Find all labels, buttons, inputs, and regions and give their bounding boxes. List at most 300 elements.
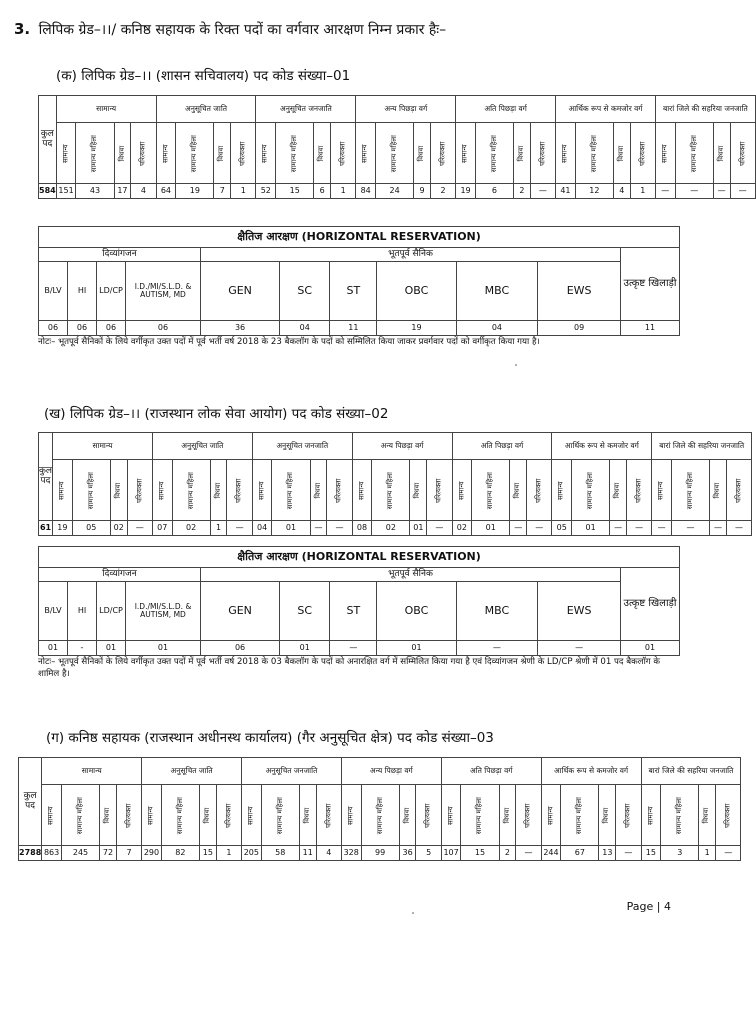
subcategory-label: सामान्य: [460, 144, 469, 163]
subcategory-label: विधवा: [117, 145, 126, 162]
post-count-cell: 05: [72, 521, 110, 536]
subcategory-header: [575, 123, 613, 184]
ex-servicemen-column-header: ST: [330, 582, 377, 641]
horizontal-reservation-title: क्षैतिज आरक्षण (HORIZONTAL RESERVATION): [39, 547, 680, 568]
post-count-cell: —: [675, 184, 713, 199]
post-count-cell: —: [530, 184, 555, 199]
subcategory-header: [61, 785, 99, 846]
horizontal-value-cell: 36: [201, 321, 280, 336]
post-count-cell: 08: [352, 521, 372, 536]
subcategory-label: सामान्य: [557, 481, 566, 500]
horizontal-value-cell: —: [330, 641, 377, 656]
post-count-cell: —: [227, 521, 252, 536]
ex-servicemen-column-header: ST: [330, 262, 377, 321]
subcategory-header: [310, 460, 327, 521]
subcategory-header: [661, 785, 699, 846]
subcategory-header: [214, 123, 231, 184]
subcategory-label: सामान्य महिला: [186, 471, 195, 510]
subcategory-label: सामान्य: [161, 144, 170, 163]
subcategory-header: [716, 785, 741, 846]
subcategory-header: [514, 123, 531, 184]
post-count-cell: 1: [210, 521, 227, 536]
post-count-cell: 01: [272, 521, 310, 536]
subcategory-label: सामान्य महिला: [286, 471, 295, 510]
subcategory-header: [452, 460, 472, 521]
post-count-cell: 82: [161, 846, 199, 861]
category-group-header: अनुसूचित जाति: [142, 758, 242, 785]
total-posts-value: 2788: [19, 846, 42, 861]
post-count-cell: —: [127, 521, 152, 536]
subcategory-header: [710, 460, 727, 521]
subcategory-header: [316, 785, 341, 846]
subcategory-header: [641, 785, 661, 846]
horizontal-value-cell: —: [538, 641, 621, 656]
category-group-header: सामान्य: [53, 433, 153, 460]
subcategory-header: [272, 460, 310, 521]
post-count-cell: 7: [116, 846, 141, 861]
subcategory-header: [361, 785, 399, 846]
post-count-cell: 290: [142, 846, 162, 861]
subcategory-header: [131, 123, 156, 184]
post-count-cell: 01: [410, 521, 427, 536]
ex-servicemen-column-header: MBC: [456, 582, 538, 641]
subcategory-header: [210, 460, 227, 521]
subcategory-label: सामान्य: [261, 144, 270, 163]
subcategory-header: [114, 123, 131, 184]
sec1-note: नोटः– भूतपूर्व सैनिकों के लिये वर्गीकृत उक्त पदों में पूर्व भर्ती वर्ष 2018 के 23 बैकलॉग के पदों को सम्मिलित किया जाकर प्रवर्गवार पदों को वर्गीकृत किया गया है।: [38, 337, 540, 347]
sports-header: उत्कृष्ट खिलाड़ी: [621, 568, 680, 641]
post-count-cell: 15: [199, 846, 216, 861]
post-count-cell: 1: [699, 846, 716, 861]
subcategory-label: परित्यक्ता: [623, 803, 632, 828]
subcategory-header: [331, 123, 356, 184]
horizontal-reservation-title: क्षैतिज आरक्षण (HORIZONTAL RESERVATION): [39, 227, 680, 248]
subcategory-label: विधवा: [402, 807, 411, 824]
subcategory-label: सामान्य महिला: [375, 796, 384, 835]
subcategory-header: [699, 785, 716, 846]
sec3-category-table: [18, 757, 741, 861]
subcategory-header: [372, 460, 410, 521]
total-posts-value: 584: [39, 184, 57, 199]
horizontal-value-cell: 04: [280, 321, 330, 336]
category-group-header: बारां जिले की सहरिया जनजाति: [652, 433, 752, 460]
post-count-cell: 4: [613, 184, 630, 199]
subcategory-header: [100, 785, 117, 846]
subcategory-header: [527, 460, 552, 521]
subcategory-header: [341, 785, 361, 846]
post-count-cell: 01: [472, 521, 510, 536]
post-count-cell: —: [610, 521, 627, 536]
subcategory-label: सामान्य महिला: [389, 134, 398, 173]
subcategory-header: [730, 123, 755, 184]
post-count-cell: 07: [152, 521, 172, 536]
subcategory-label: विधवा: [617, 145, 626, 162]
subcategory-header: [510, 460, 527, 521]
horizontal-value-cell: —: [456, 641, 538, 656]
subcategory-header: [399, 785, 416, 846]
subcategory-label: सामान्य: [660, 144, 669, 163]
subcategory-header: [256, 123, 276, 184]
subcategory-header: [572, 460, 610, 521]
category-group-header: अनुसूचित जनजाति: [242, 758, 342, 785]
subcategory-label: सामान्य: [257, 481, 266, 500]
subcategory-header: [72, 460, 110, 521]
subcategory-label: विधवा: [413, 482, 422, 499]
post-count-cell: 205: [242, 846, 262, 861]
subcategory-header: [356, 123, 376, 184]
post-count-cell: —: [626, 521, 651, 536]
horizontal-value-cell: 01: [39, 641, 68, 656]
ex-servicemen-column-header: OBC: [377, 262, 456, 321]
post-count-cell: 13: [599, 846, 616, 861]
category-group-header: अन्य पिछड़ा वर्ग: [356, 96, 456, 123]
subcategory-label: सामान्य महिला: [475, 796, 484, 835]
ex-servicemen-column-header: EWS: [538, 582, 621, 641]
subcategory-header: [472, 460, 510, 521]
sec2-category-table: [38, 432, 752, 536]
subcategory-label: सामान्य महिला: [486, 471, 495, 510]
subcategory-header: [726, 460, 751, 521]
horizontal-value-cell: 19: [377, 321, 456, 336]
total-posts-header: कुल पद: [19, 758, 42, 846]
subcategory-label: सामान्य: [46, 806, 55, 825]
post-count-cell: 72: [100, 846, 117, 861]
subcategory-label: परित्यक्ता: [334, 478, 343, 503]
disabled-column-header: I.D./MI/S.L.D. & AUTISM, MD: [126, 262, 201, 321]
subcategory-label: सामान्य: [157, 481, 166, 500]
subcategory-header: [655, 123, 675, 184]
subcategory-label: सामान्य महिला: [386, 471, 395, 510]
subcategory-header: [561, 785, 599, 846]
subcategory-header: [613, 123, 630, 184]
subcategory-label: परित्यक्ता: [738, 141, 746, 166]
subcategory-header: [172, 460, 210, 521]
total-posts-header: कुल पद: [39, 433, 53, 521]
post-count-cell: 6: [475, 184, 513, 199]
subcategory-label: सामान्य महिला: [86, 471, 95, 510]
post-count-cell: 01: [572, 521, 610, 536]
horizontal-value-cell: 01: [280, 641, 330, 656]
section-heading: [14, 20, 446, 39]
subcategory-header: [176, 123, 214, 184]
subcategory-label: सामान्य महिला: [190, 134, 199, 173]
subcategory-label: परित्यक्ता: [124, 803, 133, 828]
disabled-column-header: LD/CP: [97, 582, 126, 641]
post-count-cell: 12: [575, 184, 613, 199]
post-count-cell: 9: [414, 184, 431, 199]
subcategory-header: [42, 785, 62, 846]
subcategory-header: [626, 460, 651, 521]
post-count-cell: 36: [399, 846, 416, 861]
subcategory-header: [456, 123, 476, 184]
post-count-cell: 151: [56, 184, 76, 199]
subcategory-header: [541, 785, 561, 846]
post-count-cell: —: [655, 184, 675, 199]
subcategory-label: विधवा: [217, 145, 226, 162]
subcategory-label: विधवा: [103, 807, 112, 824]
subcategory-label: सामान्य महिला: [689, 134, 698, 173]
subcategory-header: [227, 460, 252, 521]
post-count-cell: 43: [76, 184, 114, 199]
horizontal-value-cell: 11: [621, 321, 680, 336]
ex-servicemen-column-header: SC: [280, 262, 330, 321]
subcategory-label: परित्यक्ता: [534, 478, 543, 503]
subcategory-header: [199, 785, 216, 846]
subcategory-label: परित्यक्ता: [224, 803, 233, 828]
post-count-cell: 244: [541, 846, 561, 861]
subcategory-label: सामान्य: [646, 806, 655, 825]
post-count-cell: —: [716, 846, 741, 861]
post-count-cell: 64: [156, 184, 176, 199]
subcategory-header: [610, 460, 627, 521]
subcategory-label: परित्यक्ता: [234, 478, 243, 503]
post-count-cell: 6: [314, 184, 331, 199]
subcategory-label: परित्यक्ता: [734, 478, 743, 503]
category-group-header: अन्य पिछड़ा वर्ग: [352, 433, 452, 460]
disabled-group-header: दिव्यांगजन: [39, 568, 201, 582]
subcategory-header: [414, 123, 431, 184]
subcategory-header: [530, 123, 555, 184]
subcategory-label: परित्यक्ता: [523, 803, 532, 828]
subcategory-header: [516, 785, 541, 846]
post-count-cell: 02: [172, 521, 210, 536]
sec1-horizontal-table: [38, 226, 680, 336]
disabled-column-header: I.D./MI/S.L.D. & AUTISM, MD: [126, 582, 201, 641]
scan-speck: [412, 912, 414, 914]
post-count-cell: 1: [331, 184, 356, 199]
subcategory-label: परित्यक्ता: [538, 141, 547, 166]
post-count-cell: 02: [110, 521, 127, 536]
subcategory-header: [713, 123, 730, 184]
subcategory-label: सामान्य महिला: [675, 796, 684, 835]
subcategory-header: [630, 123, 655, 184]
disabled-column-header: B/LV: [39, 582, 68, 641]
horizontal-value-cell: 01: [377, 641, 456, 656]
subcategory-header: [216, 785, 241, 846]
post-count-cell: 17: [114, 184, 131, 199]
post-count-cell: 04: [252, 521, 272, 536]
subcategory-label: सामान्य महिला: [575, 796, 584, 835]
post-count-cell: 15: [461, 846, 499, 861]
post-count-cell: 5: [416, 846, 441, 861]
category-group-header: सामान्य: [42, 758, 142, 785]
horizontal-value-cell: 06: [126, 321, 201, 336]
subcategory-label: परित्यक्ता: [423, 803, 432, 828]
subcategory-label: विधवा: [417, 145, 426, 162]
disabled-column-header: LD/CP: [97, 262, 126, 321]
subcategory-label: परित्यक्ता: [638, 141, 647, 166]
post-count-cell: —: [527, 521, 552, 536]
subcategory-label: सामान्य महिला: [90, 134, 99, 173]
subcategory-header: [242, 785, 262, 846]
subcategory-header: [410, 460, 427, 521]
disabled-group-header: दिव्यांगजन: [39, 248, 201, 262]
post-count-cell: 19: [456, 184, 476, 199]
subcategory-header: [127, 460, 152, 521]
subcategory-header: [156, 123, 176, 184]
post-count-cell: —: [671, 521, 709, 536]
disabled-column-header: HI: [68, 262, 97, 321]
ex-servicemen-column-header: GEN: [201, 582, 280, 641]
post-count-cell: —: [652, 521, 672, 536]
ex-servicemen-column-header: GEN: [201, 262, 280, 321]
post-count-cell: 02: [452, 521, 472, 536]
post-count-cell: 05: [552, 521, 572, 536]
horizontal-value-cell: 06: [97, 321, 126, 336]
subcategory-label: सामान्य: [446, 806, 455, 825]
subcategory-header: [671, 460, 709, 521]
subcategory-header: [675, 123, 713, 184]
subcategory-label: सामान्य: [560, 144, 569, 163]
category-group-header: आर्थिक रूप से कमजोर वर्ग: [541, 758, 641, 785]
sec2-title: (ख) लिपिक ग्रेड–।। (राजस्थान लोक सेवा आयोग) पद कोड संख्या–02: [44, 406, 389, 422]
horizontal-value-cell: 01: [621, 641, 680, 656]
post-count-cell: 1: [630, 184, 655, 199]
post-count-cell: 2: [514, 184, 531, 199]
section-number: 3.: [14, 20, 31, 38]
post-count-cell: 3: [661, 846, 699, 861]
horizontal-value-cell: 01: [126, 641, 201, 656]
subcategory-label: विधवा: [313, 482, 322, 499]
sec2-horizontal-table: [38, 546, 680, 656]
subcategory-label: परित्यक्ता: [434, 478, 443, 503]
sec1-category-table: [38, 95, 756, 199]
horizontal-value-cell: 11: [330, 321, 377, 336]
subcategory-header: [556, 123, 576, 184]
subcategory-label: सामान्य: [246, 806, 255, 825]
subcategory-label: परित्यक्ता: [135, 478, 144, 503]
subcategory-header: [552, 460, 572, 521]
subcategory-header: [461, 785, 499, 846]
subcategory-header: [376, 123, 414, 184]
subcategory-label: सामान्य: [57, 481, 66, 500]
subcategory-label: सामान्य महिला: [589, 134, 598, 173]
subcategory-header: [430, 123, 455, 184]
category-group-header: अनुसूचित जनजाति: [252, 433, 352, 460]
post-count-cell: 52: [256, 184, 276, 199]
subcategory-header: [652, 460, 672, 521]
subcategory-header: [352, 460, 372, 521]
post-count-cell: —: [427, 521, 452, 536]
category-group-header: अति पिछड़ा वर्ग: [456, 96, 556, 123]
post-count-cell: —: [710, 521, 727, 536]
horizontal-value-cell: 06: [39, 321, 68, 336]
subcategory-header: [76, 123, 114, 184]
post-count-cell: 245: [61, 846, 99, 861]
subcategory-label: सामान्य: [346, 806, 355, 825]
subcategory-label: सामान्य: [360, 144, 369, 163]
post-count-cell: —: [310, 521, 327, 536]
subcategory-label: विधवा: [317, 145, 326, 162]
subcategory-label: विधवा: [613, 482, 622, 499]
subcategory-header: [231, 123, 256, 184]
horizontal-value-cell: -: [68, 641, 97, 656]
subcategory-label: विधवा: [203, 807, 212, 824]
horizontal-value-cell: 04: [456, 321, 538, 336]
subcategory-header: [56, 123, 76, 184]
subcategory-header: [616, 785, 641, 846]
post-count-cell: 84: [356, 184, 376, 199]
category-group-header: अति पिछड़ा वर्ग: [441, 758, 541, 785]
post-count-cell: 328: [341, 846, 361, 861]
category-group-header: बारां जिले की सहरिया जनजाति: [655, 96, 755, 123]
disabled-column-header: B/LV: [39, 262, 68, 321]
subcategory-label: सामान्य: [357, 481, 366, 500]
subcategory-label: परित्यक्ता: [138, 141, 147, 166]
post-count-cell: —: [616, 846, 641, 861]
subcategory-label: विधवा: [303, 807, 312, 824]
sec1-title: (क) लिपिक ग्रेड–।। (शासन सचिवालय) पद कोड संख्या–01: [56, 68, 351, 84]
subcategory-header: [314, 123, 331, 184]
subcategory-label: विधवा: [213, 482, 222, 499]
subcategory-label: सामान्य: [546, 806, 555, 825]
post-count-cell: 4: [316, 846, 341, 861]
category-group-header: आर्थिक रूप से कमजोर वर्ग: [552, 433, 652, 460]
category-group-header: सामान्य: [56, 96, 156, 123]
subcategory-label: परित्यक्ता: [238, 141, 247, 166]
disabled-column-header: HI: [68, 582, 97, 641]
subcategory-header: [441, 785, 461, 846]
subcategory-label: परित्यक्ता: [634, 478, 643, 503]
subcategory-label: सामान्य: [61, 144, 70, 163]
ex-servicemen-column-header: SC: [280, 582, 330, 641]
ex-servicemen-header: भूतपूर्व सैनिक: [201, 568, 621, 582]
subcategory-header: [475, 123, 513, 184]
subcategory-label: विधवा: [502, 807, 511, 824]
post-count-cell: 99: [361, 846, 399, 861]
subcategory-label: सामान्य महिला: [290, 134, 299, 173]
sports-header: उत्कृष्ट खिलाड़ी: [621, 248, 680, 321]
subcategory-label: विधवा: [716, 145, 725, 162]
subcategory-label: सामान्य महिला: [175, 796, 184, 835]
subcategory-header: [142, 785, 162, 846]
subcategory-label: विधवा: [517, 145, 526, 162]
horizontal-value-cell: 09: [538, 321, 621, 336]
post-count-cell: 19: [53, 521, 73, 536]
horizontal-value-cell: 06: [68, 321, 97, 336]
ex-servicemen-column-header: EWS: [538, 262, 621, 321]
subcategory-label: विधवा: [114, 482, 123, 499]
subcategory-label: सामान्य महिला: [685, 471, 694, 510]
subcategory-header: [327, 460, 352, 521]
post-count-cell: —: [713, 184, 730, 199]
subcategory-label: सामान्य महिला: [585, 471, 594, 510]
post-count-cell: 2: [499, 846, 516, 861]
category-group-header: अनुसूचित जाति: [152, 433, 252, 460]
category-group-header: अनुसूचित जनजाति: [256, 96, 356, 123]
subcategory-header: [261, 785, 299, 846]
post-count-cell: 41: [556, 184, 576, 199]
post-count-cell: 67: [561, 846, 599, 861]
ex-servicemen-header: भूतपूर्व सैनिक: [201, 248, 621, 262]
post-count-cell: —: [516, 846, 541, 861]
subcategory-header: [161, 785, 199, 846]
category-group-header: अन्य पिछड़ा वर्ग: [341, 758, 441, 785]
post-count-cell: 15: [276, 184, 314, 199]
subcategory-header: [152, 460, 172, 521]
subcategory-label: विधवा: [702, 807, 711, 824]
subcategory-label: सामान्य महिला: [275, 796, 284, 835]
horizontal-value-cell: 01: [97, 641, 126, 656]
post-count-cell: 19: [176, 184, 214, 199]
subcategory-header: [427, 460, 452, 521]
post-count-cell: 24: [376, 184, 414, 199]
subcategory-label: परित्यक्ता: [338, 141, 347, 166]
subcategory-label: सामान्य महिला: [489, 134, 498, 173]
subcategory-header: [110, 460, 127, 521]
post-count-cell: 863: [42, 846, 62, 861]
post-count-cell: 7: [214, 184, 231, 199]
